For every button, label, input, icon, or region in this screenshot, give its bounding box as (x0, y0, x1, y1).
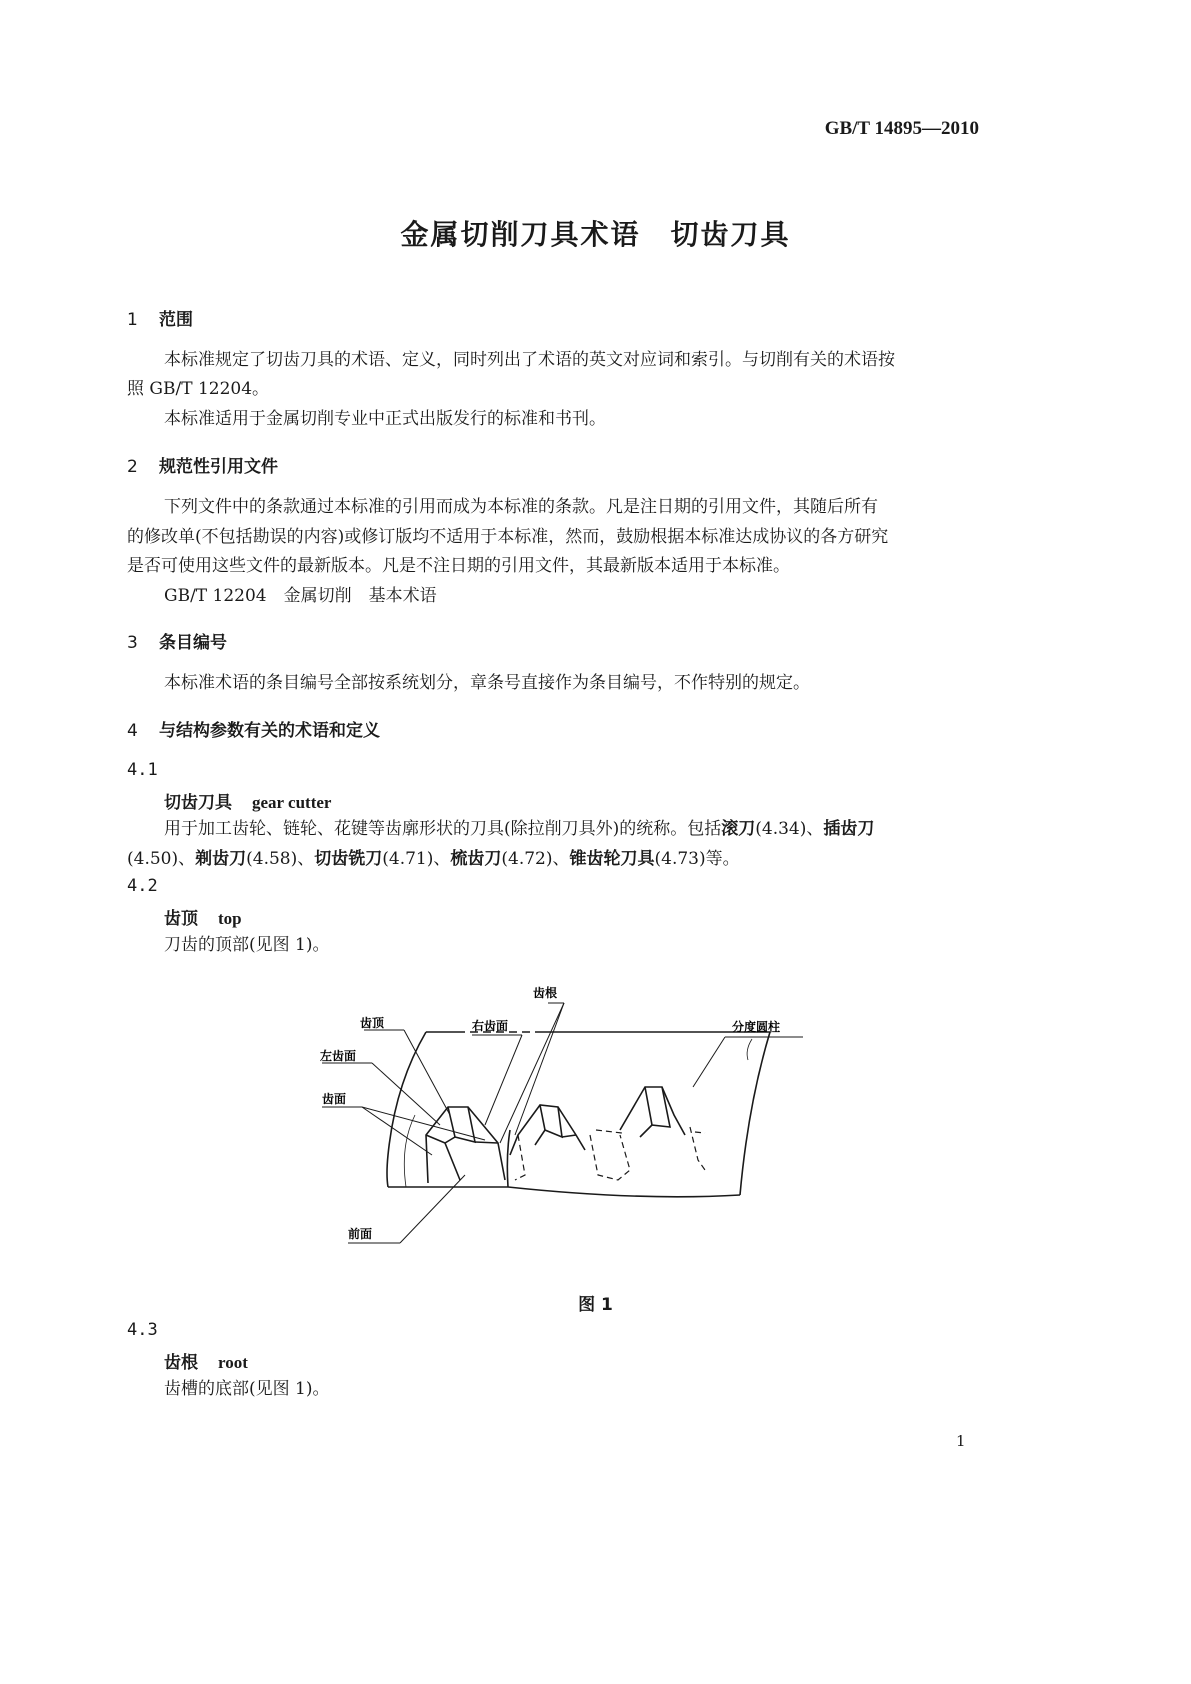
section-3-heading (127, 628, 227, 653)
section-title: 范围 (159, 310, 193, 330)
term-zh: 切齿刀具 (164, 793, 232, 813)
document-title: 金属切削刀具术语 切齿刀具 (400, 218, 791, 251)
s1-paragraph-line: 本标准适用于金属切削专业中正式出版发行的标准和书刊。 (164, 409, 606, 429)
section-number: 3 (127, 633, 138, 653)
label-root: 齿根 (533, 986, 558, 1000)
clause-number: 4.1 (127, 760, 158, 780)
normative-reference: GB/T 12204 金属切削 基本术语 (164, 586, 437, 606)
term-zh: 齿顶 (164, 909, 198, 929)
section-title: 与结构参数有关的术语和定义 (159, 721, 380, 741)
term-ref-shaving: 剃齿刀 (195, 849, 247, 869)
section-number: 2 (127, 457, 138, 477)
figure-caption: 图 1 (578, 1295, 613, 1315)
section-2-heading (127, 452, 278, 477)
s1-paragraph-line: 本标准规定了切齿刀具的术语、定义，同时列出了术语的英文对应词和索引。与切削有关的术语按 (164, 350, 895, 370)
label-flank: 齿面 (322, 1092, 347, 1106)
term-definition-line (127, 842, 740, 876)
term-ref-number: (4.71)、 (382, 849, 451, 869)
term-ref-number: (4.50)、 (127, 849, 196, 869)
label-left-flank: 左齿面 (320, 1049, 357, 1063)
term-ref-number: (4.58)、 (246, 849, 315, 869)
term-en: gear cutter (252, 793, 332, 812)
leader-lines (322, 1003, 803, 1243)
figure-1-gear-cutter-diagram (300, 975, 820, 1255)
label-right-flank: 右齿面 (472, 1019, 509, 1033)
term-ref-hob: 滚刀 (721, 819, 756, 839)
definition-text: 用于加工齿轮、链轮、花键等齿廓形状的刀具(除拉削刀具外)的统称。包括 (164, 819, 722, 839)
term-ref-milling: 切齿铣刀 (314, 849, 383, 869)
term-zh: 齿根 (164, 1353, 198, 1373)
term-definition: 刀齿的顶部(见图 1)。 (164, 935, 330, 955)
standard-code: GB/T 14895—2010 (824, 118, 979, 139)
term-definition: 齿槽的底部(见图 1)。 (164, 1379, 330, 1399)
section-1-heading (127, 305, 193, 330)
term-ref-shaper: 插齿刀 (823, 819, 875, 839)
label-reference-cylinder: 分度圆柱 (732, 1020, 781, 1034)
term-ref-bevel: 锥齿轮刀具 (569, 849, 655, 869)
section-number: 4 (127, 721, 138, 741)
label-top: 齿顶 (360, 1016, 385, 1030)
term-en: root (218, 1353, 248, 1372)
term-heading (164, 1348, 248, 1373)
term-ref-number: (4.73)等。 (654, 849, 740, 869)
s1-paragraph-line: 照 GB/T 12204。 (127, 379, 270, 399)
s2-paragraph-line: 下列文件中的条款通过本标准的引用而成为本标准的条款。凡是注日期的引用文件，其随后所有 (164, 497, 878, 517)
term-en: top (218, 909, 242, 928)
term-ref-comb: 梳齿刀 (450, 849, 502, 869)
section-4-heading (127, 716, 380, 741)
term-heading (164, 788, 331, 813)
s2-paragraph-line: 是否可使用这些文件的最新版本。凡是不注日期的引用文件，其最新版本适用于本标准。 (127, 556, 790, 576)
s2-paragraph-line: 的修改单(不包括勘误的内容)或修订版均不适用于本标准，然而，鼓励根据本标准达成协议的各方研究 (127, 527, 889, 547)
term-definition-line (164, 812, 874, 846)
section-title: 规范性引用文件 (159, 457, 278, 477)
term-ref-number: (4.72)、 (501, 849, 570, 869)
clause-number: 4.3 (127, 1320, 158, 1340)
section-title: 条目编号 (159, 633, 227, 653)
section-number: 1 (127, 310, 138, 330)
term-heading (164, 904, 242, 929)
clause-number: 4.2 (127, 876, 158, 896)
hidden-lines (515, 1127, 705, 1180)
term-ref-number: (4.34)、 (755, 819, 824, 839)
page-number: 1 (956, 1432, 966, 1450)
label-front-face: 前面 (348, 1227, 373, 1241)
s3-paragraph-line: 本标准术语的条目编号全部按系统划分，章条号直接作为条目编号，不作特别的规定。 (164, 673, 810, 693)
